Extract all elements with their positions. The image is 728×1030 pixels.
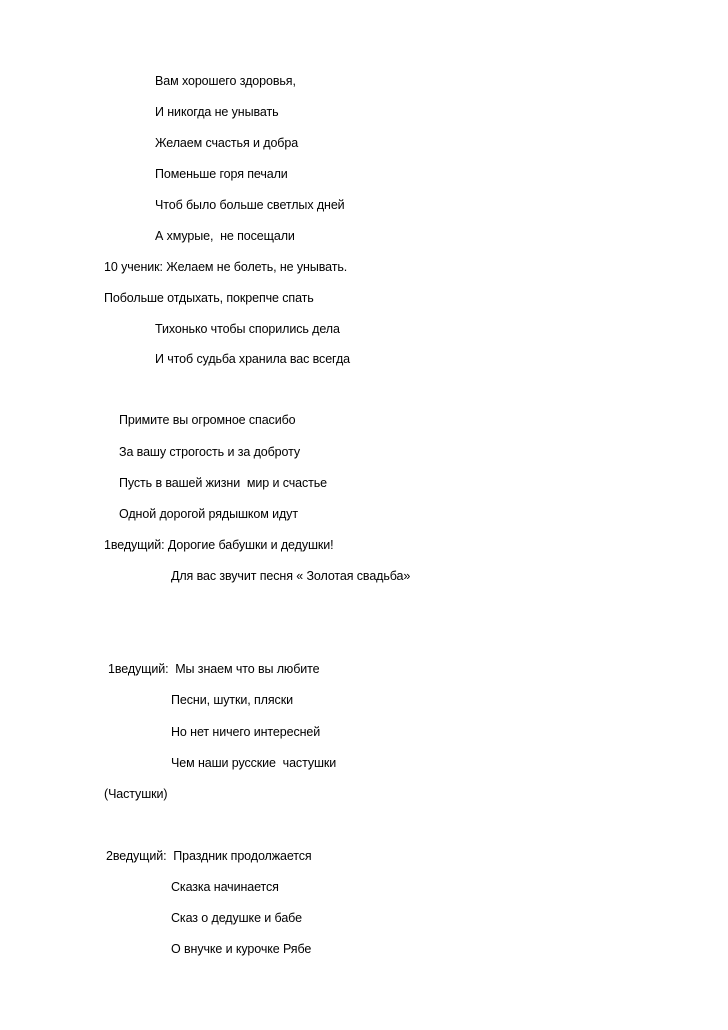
text-line: 1ведущий: Дорогие бабушки и дедушки!	[104, 538, 334, 552]
text-line: Одной дорогой рядышком идут	[119, 507, 298, 521]
text-line: Сказка начинается	[171, 880, 279, 894]
text-line: И никогда не унывать	[155, 105, 279, 119]
text-line: 2ведущий: Праздник продолжается	[106, 849, 312, 863]
text-line: Чтоб было больше светлых дней	[155, 198, 345, 212]
text-line: Для вас звучит песня « Золотая свадьба»	[171, 569, 411, 583]
text-line: 10 ученик: Желаем не болеть, не унывать.	[104, 260, 348, 274]
text-line: Желаем счастья и добра	[155, 136, 299, 150]
text-line: Поменьше горя печали	[155, 167, 288, 181]
text-line: 1ведущий: Мы знаем что вы любите	[108, 662, 320, 676]
text-line: Но нет ничего интересней	[171, 725, 321, 739]
text-line: Пусть в вашей жизни мир и счастье	[119, 476, 328, 490]
text-line: Песни, шутки, пляски	[171, 693, 293, 707]
text-line: За вашу строгость и за доброту	[119, 445, 301, 459]
text-line: О внучке и курочке Рябе	[171, 942, 312, 956]
text-line: Тихонько чтобы спорились дела	[155, 322, 340, 336]
text-line: Примите вы огромное спасибо	[119, 413, 296, 427]
text-line: И чтоб судьба хранила вас всегда	[155, 352, 351, 366]
text-line: Сказ о дедушке и бабе	[171, 911, 302, 925]
text-line: (Частушки)	[104, 787, 168, 801]
text-line: Чем наши русские частушки	[171, 756, 337, 770]
text-line: Побольше отдыхать, покрепче спать	[104, 291, 314, 305]
text-line: А хмурые, не посещали	[155, 229, 295, 243]
text-line: Вам хорошего здоровья,	[155, 74, 296, 88]
